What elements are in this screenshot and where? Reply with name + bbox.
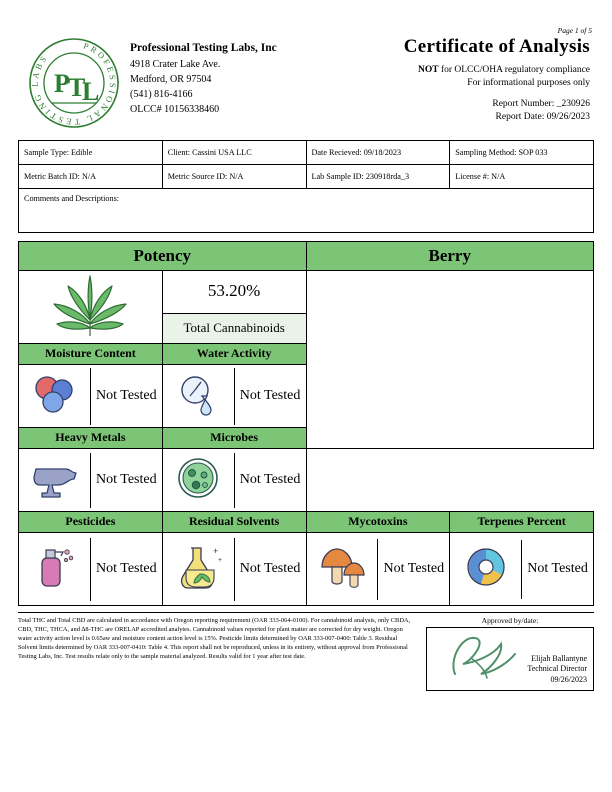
client-cell: Client: Cassini USA LLC	[162, 141, 306, 165]
results-grid	[18, 241, 594, 606]
microbe-petri-dish-icon	[173, 455, 223, 501]
regulatory-disclaimer	[340, 65, 590, 75]
signature-box	[426, 627, 594, 691]
date-received-cell: Date Recieved: 09/18/2023	[306, 141, 450, 165]
ptl-logo-icon	[27, 36, 121, 130]
disclaimer-rest: for OLCC/OHA regulatory compliance	[438, 65, 590, 75]
residual-solvents-cell	[162, 533, 306, 606]
certificate-title: Certificate of Analysis	[403, 36, 590, 57]
approver-date: 09/26/2023	[550, 675, 587, 685]
grid-row-metals-microbes-values	[19, 449, 594, 512]
mycotoxins-cell	[306, 533, 450, 606]
svg-text:PROFESSIONAL TESTING LABS: PROFESSIONAL TESTING LABS	[29, 40, 119, 128]
svg-text:T: T	[68, 73, 86, 102]
document-footer	[18, 612, 594, 691]
grid-row-bottom-values	[19, 533, 594, 606]
mycotoxins-header: Mycotoxins	[306, 512, 450, 533]
solvent-flask-icon	[172, 540, 224, 594]
table-row	[19, 141, 594, 165]
moisture-cell	[19, 365, 163, 428]
report-date: Report Date: 09/26/2023	[495, 112, 590, 122]
cannabis-leaf-icon-cell	[19, 271, 163, 344]
pesticides-value: Not Tested	[90, 538, 161, 601]
cannabis-leaf-icon	[47, 272, 133, 338]
mycotoxins-value: Not Tested	[378, 539, 449, 600]
product-panel-blank	[306, 271, 594, 449]
certificate-info	[340, 34, 594, 122]
potency-value: 53.20%	[162, 271, 306, 314]
informational-note: For informational purposes only	[467, 78, 590, 88]
heavy-metals-header: Heavy Metals	[19, 428, 163, 449]
company-address-2: Medford, OR 97504	[130, 74, 212, 85]
heavy-metals-value: Not Tested	[90, 453, 161, 508]
company-address-1: 4918 Crater Lake Ave.	[130, 59, 221, 70]
mushroom-icon	[316, 541, 368, 593]
pesticides-cell	[19, 533, 163, 606]
page-number: Page 1 of 5	[557, 26, 592, 35]
table-row	[19, 165, 594, 189]
microbes-value: Not Tested	[234, 453, 305, 508]
total-cannabinoids-label: Total Cannabinoids	[162, 314, 306, 344]
disclaimer-not: NOT	[417, 65, 439, 75]
svg-text:L: L	[82, 77, 100, 106]
sample-info-table	[18, 140, 594, 233]
signature-icon	[445, 630, 525, 686]
approver-name: Elijah Ballantyne	[531, 653, 587, 663]
terpenes-percent-header: Terpenes Percent	[450, 512, 594, 533]
sampling-method-cell: Sampling Method: SOP 033	[450, 141, 594, 165]
approval-block	[426, 612, 594, 691]
residual-solvents-value: Not Tested	[234, 538, 305, 601]
approver-details	[527, 654, 587, 686]
heavy-metals-cell	[19, 449, 163, 512]
company-phone: (541) 816-4166	[130, 89, 193, 100]
document-header	[18, 34, 594, 132]
grid-row-potency	[19, 271, 594, 314]
pesticides-header: Pesticides	[19, 512, 163, 533]
terpene-donut-chart-icon	[461, 542, 511, 592]
footer-disclaimer: Total THC and Total CBD are calculated in accordance with Oregon reporting requirement (OAR 333-064-0100). For cannabinoid analysis, only CBDA, CBD, THC, THCA, and ∆8-THC are ORELAP accredited analytes. Cannabinoid values reported for plant matter are corrected for dry weight. Oregon water activity action level is 0.65aw and moisture content action level is 15%. Pesticide limits determined by OAR 333-007-0400: Table 3. Residual Solvent limits determined by OAR 333-007-0410: Table 4. This report shall not be reproduced, unless in its entirety, without approval from Professional Testing Labs, Inc. Test results relate only to the sample material analyzed. Results valid for 1 year after test date.	[18, 612, 426, 691]
microbes-header: Microbes	[162, 428, 306, 449]
company-info	[130, 34, 340, 119]
potency-header: Potency	[19, 242, 307, 271]
water-activity-header: Water Activity	[162, 344, 306, 365]
residual-solvents-header: Residual Solvents	[162, 512, 306, 533]
moisture-droplets-icon	[29, 370, 79, 418]
svg-text:+: +	[213, 545, 219, 556]
product-name-header: Berry	[306, 242, 594, 271]
microbes-cell	[162, 449, 306, 512]
water-activity-value: Not Tested	[234, 368, 305, 425]
metric-batch-id-cell: Metric Batch ID: N/A	[19, 165, 163, 189]
terpenes-cell	[450, 533, 594, 606]
moisture-content-header: Moisture Content	[19, 344, 163, 365]
metric-source-id-cell: Metric Source ID: N/A	[162, 165, 306, 189]
pesticide-spray-bottle-icon	[30, 540, 78, 594]
grid-row-bottom-headers	[19, 512, 594, 533]
report-number: Report Number: _230926	[492, 99, 590, 109]
logo-container	[18, 34, 130, 130]
terpenes-value: Not Tested	[522, 540, 593, 599]
water-activity-cell	[162, 365, 306, 428]
approver-title: Technical Director	[527, 664, 587, 674]
company-name: Professional Testing Labs, Inc	[130, 42, 277, 54]
svg-text:+: +	[218, 556, 223, 564]
license-number-cell: License #: N/A	[450, 165, 594, 189]
approved-by-label: Approved by/date:	[426, 612, 594, 627]
svg-text:P: P	[54, 69, 70, 98]
anvil-icon	[28, 455, 80, 501]
sample-type-cell: Sample Type: Edible	[19, 141, 163, 165]
grid-row-potency-header	[19, 242, 594, 271]
lab-sample-id-cell: Lab Sample ID: 230918rda_3	[306, 165, 450, 189]
table-row	[19, 189, 594, 233]
company-license: OLCC# 10156338460	[130, 104, 220, 115]
water-activity-meter-icon	[173, 370, 223, 418]
moisture-value: Not Tested	[90, 368, 161, 425]
comments-cell: Comments and Descriptions:	[19, 189, 594, 233]
